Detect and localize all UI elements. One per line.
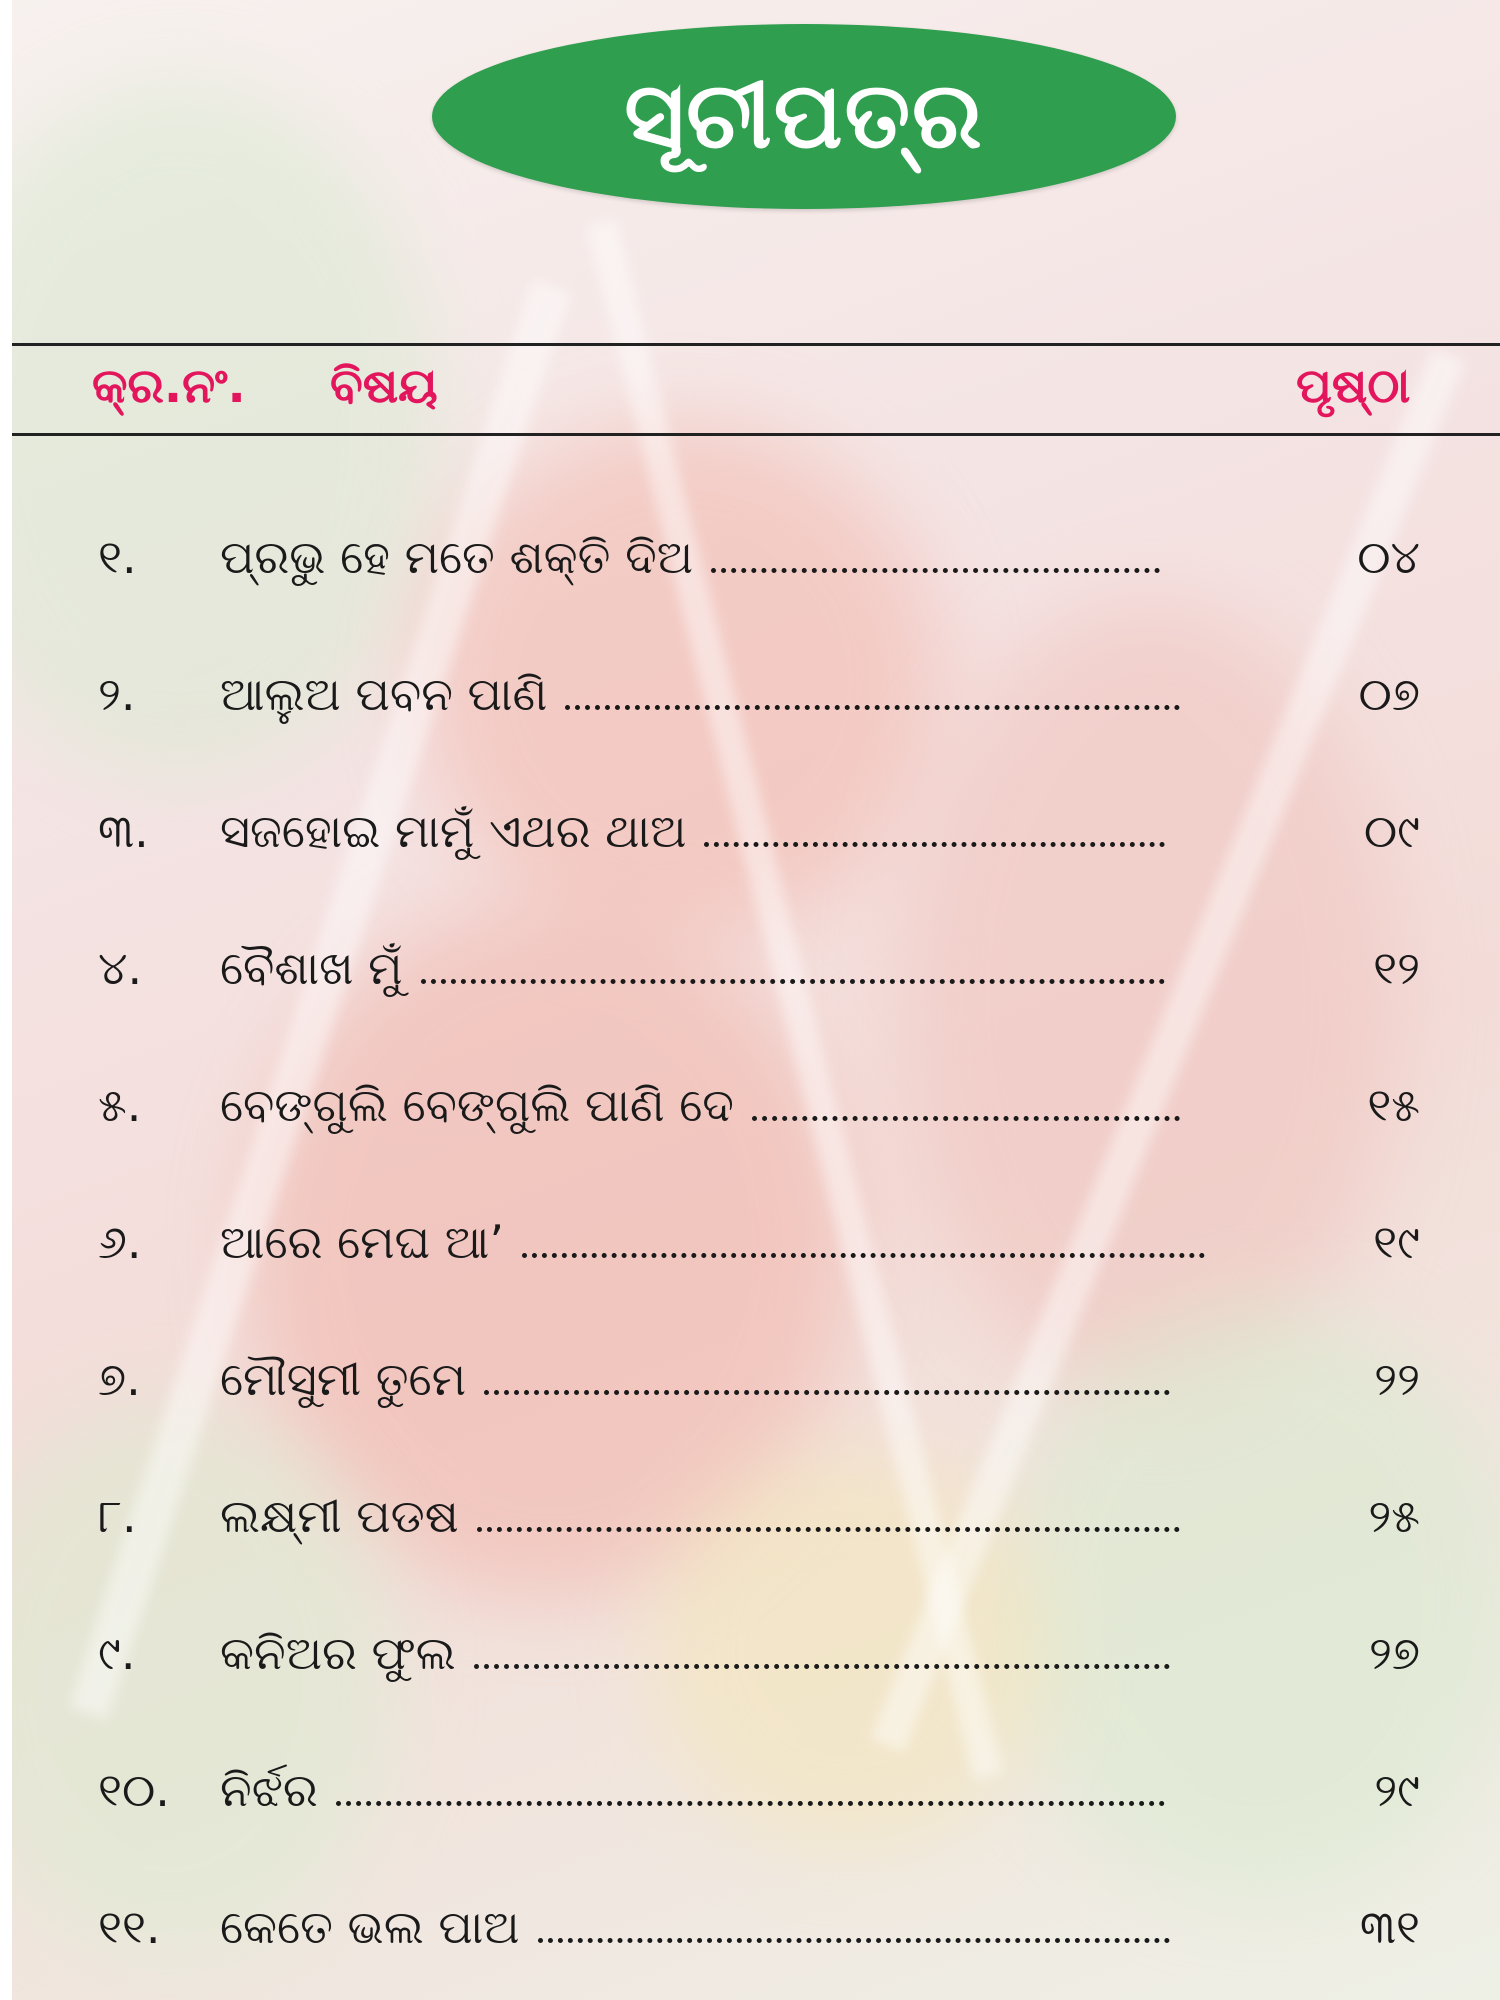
toc-title: ମୌସୁମୀ ତୁମେ [220,1352,467,1406]
toc-row [0,1048,1500,1158]
toc-row [0,1185,1500,1295]
toc-number: ୮. [98,1489,137,1543]
toc-title: ଲକ୍ଷ୍ମୀ ପଡଷ [220,1489,459,1543]
dot-leader [752,1116,1180,1121]
toc-page: ୨୭ [1368,1626,1420,1680]
toc-number: ୭. [98,1352,141,1406]
toc-number: ୬. [98,1215,142,1269]
toc-number: ୧୧. [98,1900,161,1954]
toc-row [0,911,1500,1021]
toc-row [0,774,1500,884]
toc-title: ଆଲୁଅ ପବନ ପାଣି [220,667,548,721]
toc-row [0,500,1500,610]
toc-page: ୧୫ [1367,1078,1420,1132]
table-header [0,350,1500,430]
dot-leader [336,1801,1165,1806]
dot-leader [565,705,1180,710]
dot-leader [538,1938,1170,1943]
toc-title: ବୈଶାଖ ମୁଁ [220,941,403,995]
toc-row [0,1459,1500,1569]
toc-page: ୧୯ [1373,1215,1420,1269]
toc-row [0,637,1500,747]
toc-row [0,1733,1500,1843]
toc-title: ବେଙ୍ଗୁଲି ବେଙ୍ଗୁଲି ପାଣି ଦେ [220,1078,734,1132]
toc-title: କେତେ ଭଲ ପାଅ [220,1900,520,1954]
toc-page: ୨୫ [1368,1489,1420,1543]
toc-title: ସଜହୋଇ ମାମୁଁ ଏଥର ଥାଅ [220,804,687,858]
toc-title: ପ୍ରଭୁ ହେ ମତେ ଶକ୍ତି ଦିଅ [220,530,694,584]
toc-title: କନିଅର ଫୁଲ [220,1626,456,1680]
dot-leader [711,568,1160,573]
toc-row [0,1870,1500,1980]
dot-leader [477,1527,1180,1532]
toc-page: ୨୯ [1374,1763,1420,1817]
dot-leader [704,842,1165,847]
toc-row [0,1596,1500,1706]
title-banner [432,24,1176,209]
header-top-rule [12,343,1500,346]
toc-number: ୩. [98,804,149,858]
toc-number: ୪. [98,941,143,995]
toc-number: ୧୦. [98,1763,170,1817]
toc-page: ୨୨ [1374,1352,1420,1406]
header-page: ପୃଷ୍ଠା [1296,358,1411,414]
dot-leader [522,1253,1205,1258]
toc-number: ୫. [98,1078,142,1132]
toc-number: ୨. [98,667,136,721]
toc-page: ୧୨ [1373,941,1420,995]
header-subject: ବିଷୟ [330,358,438,414]
toc-page: ୦୭ [1358,667,1420,721]
toc-page: ୦୪ [1357,530,1420,584]
toc-title: ନିର୍ଝର [220,1763,318,1817]
dot-leader [484,1390,1170,1395]
toc-number: ୯. [98,1626,136,1680]
dot-leader [421,979,1165,984]
toc-page: ୩୧ [1359,1900,1420,1954]
toc-number: ୧. [98,530,137,584]
header-serial-number: କ୍ର.ନଂ. [92,358,246,414]
toc-title: ଆରେ ମେଘ ଆ’ [220,1215,504,1269]
header-bottom-rule [12,433,1500,436]
dot-leader [474,1664,1170,1669]
page-title: ସୂଚୀପତ୍ର [624,62,984,169]
toc-page: ୦୯ [1363,804,1420,858]
toc-row [0,1322,1500,1432]
